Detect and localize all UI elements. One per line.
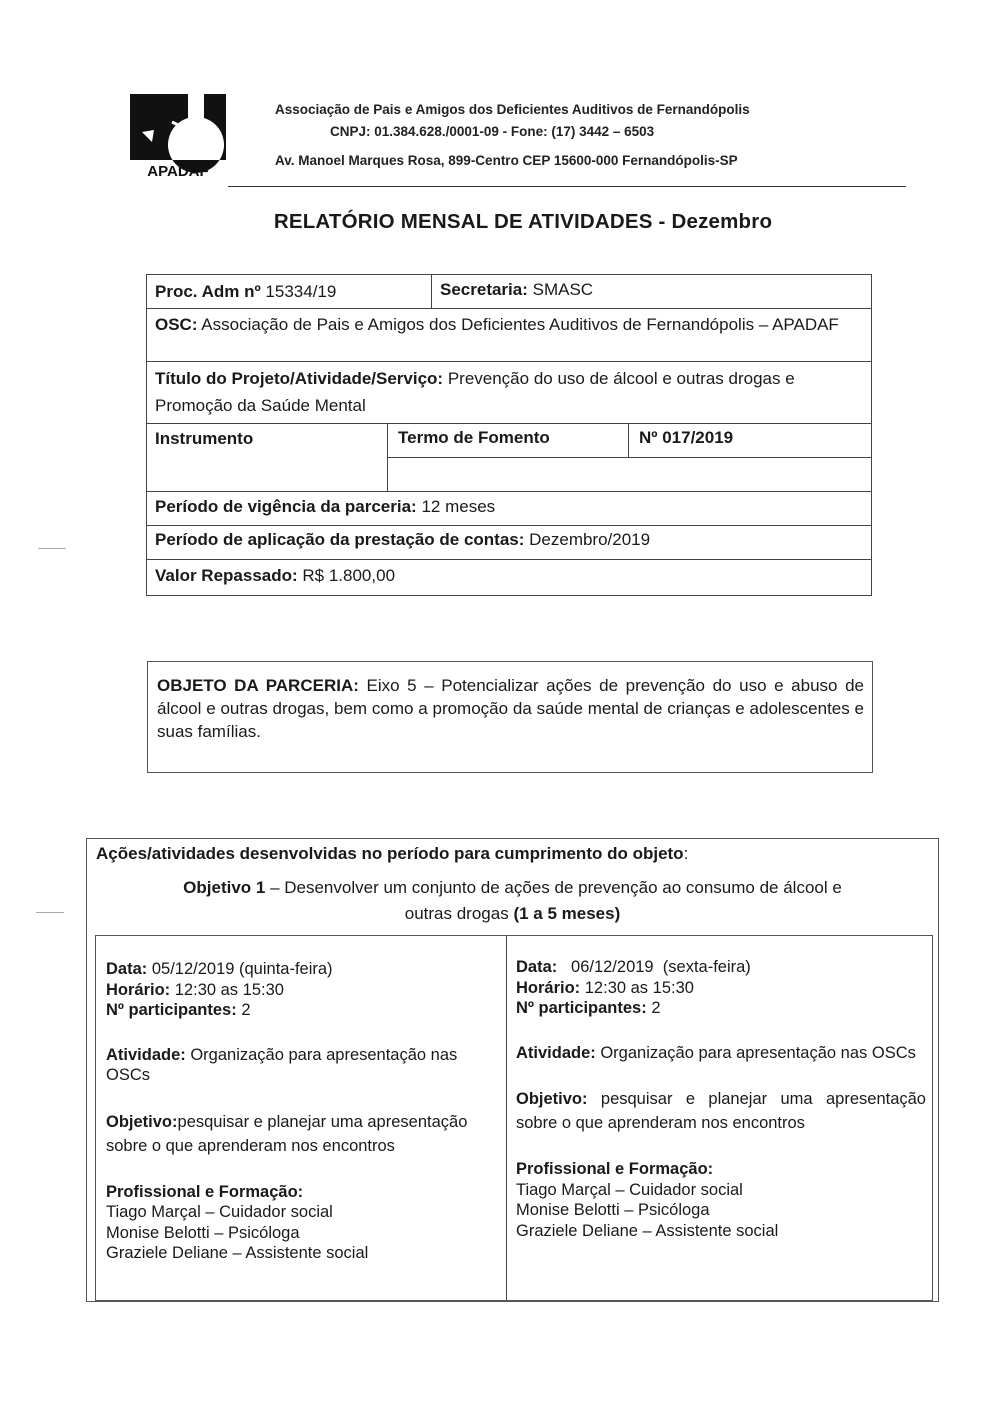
entry-date [106, 959, 501, 980]
activities-table [95, 935, 933, 1301]
logo-text: APADAF [147, 163, 209, 178]
aplicacao-value: Dezembro/2019 [524, 530, 651, 549]
professional-item: Graziele Deliane – Assistente social [106, 1244, 369, 1262]
activity-value: Organização para apresentação nas OSCs [106, 1045, 458, 1084]
date-value: 06/12/2019 (sexta-feira) [557, 958, 751, 976]
entry-activity [106, 1045, 501, 1086]
header-divider [228, 186, 906, 187]
objeto-parceria [157, 674, 864, 743]
entry-date [516, 957, 926, 978]
osc-value: Associação de Pais e Amigos dos Deficientes Auditivos de Fernandópolis – APADAF [197, 315, 839, 334]
time-label: Horário: [106, 980, 171, 999]
row-divider [147, 559, 871, 560]
proc-adm [155, 280, 336, 303]
entry-objective [516, 1087, 926, 1135]
proc-adm-label: Proc. Adm nº [155, 282, 261, 301]
vigencia-label: Período de vigência da parceria: [155, 497, 417, 516]
activity-label: Atividade: [106, 1045, 186, 1064]
date-label: Data: [516, 958, 558, 976]
entry-objective [106, 1110, 501, 1158]
secretaria-value: SMASC [527, 280, 594, 299]
activity-entry [106, 959, 501, 1288]
participants-value: 2 [236, 1001, 251, 1019]
participants-label: Nº participantes: [106, 1001, 237, 1019]
time-value: 12:30 as 15:30 [170, 980, 284, 999]
titulo-label: Título do Projeto/Atividade/Serviço: [155, 369, 444, 388]
instrumento-label: Instrumento [155, 429, 254, 448]
acoes-heading-suffix: : [683, 844, 689, 863]
row-divider [147, 491, 871, 492]
secretaria [440, 278, 593, 301]
professional-item: Graziele Deliane – Assistente social [516, 1221, 779, 1240]
entry-time [106, 980, 501, 1001]
row-divider [147, 308, 871, 309]
valor-value: R$ 1.800,00 [297, 566, 396, 585]
titulo-value: Prevenção do uso de álcool e outras drogas e Promoção da Saúde Mental [155, 369, 795, 415]
objetivo-1-line1 [87, 875, 938, 900]
acoes-heading-text: Ações/atividades desenvolvidas no período para cumprimento do objeto [96, 844, 684, 863]
osc-label: OSC: [155, 315, 198, 334]
acoes-box [86, 838, 939, 1302]
col-divider [628, 423, 629, 457]
objective-label: Objetivo: [106, 1112, 178, 1131]
objetivo-1-line2 [87, 901, 938, 926]
info-table [146, 274, 872, 596]
activity-value: Organização para apresentação nas OSCs [595, 1043, 916, 1062]
row-divider [147, 361, 871, 362]
scan-mark [36, 912, 64, 913]
col-divider [431, 275, 432, 308]
org-cnpj-phone: CNPJ: 01.384.628./0001-09 - Fone: (17) 3442 – 6503 [330, 124, 655, 139]
entry-participants [516, 998, 926, 1019]
professional-item: Monise Belotti – Psicóloga [516, 1201, 710, 1219]
titulo-projeto [155, 365, 841, 419]
objetivo-1-duration: (1 a 5 meses) [513, 904, 621, 923]
numero-termo: Nº 017/2019 [639, 428, 734, 447]
professionals-label: Profissional e Formação: [516, 1160, 714, 1178]
objeto-label: OBJETO DA PARCERIA: [157, 676, 359, 695]
secretaria-label: Secretaria: [440, 280, 528, 299]
termo-fomento-label: Termo de Fomento [398, 428, 550, 447]
objetivo-1-label: Objetivo 1 [183, 878, 266, 897]
participants-value: 2 [646, 999, 661, 1017]
time-value: 12:30 as 15:30 [580, 978, 694, 997]
row-divider [387, 457, 871, 458]
activity-label: Atividade: [516, 1043, 596, 1062]
org-address: Av. Manoel Marques Rosa, 899-Centro CEP 15600-000 Fernandópolis-SP [275, 153, 738, 168]
apadaf-logo-mark [128, 92, 228, 178]
objective-value: pesquisar e planejar uma apresentação sobre o que aprenderam nos encontros [516, 1090, 926, 1132]
aplicacao-label: Período de aplicação da prestação de contas: [155, 530, 525, 549]
professional-item: Monise Belotti – Psicóloga [106, 1223, 300, 1242]
entry-activity [516, 1043, 926, 1064]
acoes-heading [96, 844, 688, 864]
vigencia-value: 12 meses [416, 497, 496, 516]
activity-entry [516, 957, 926, 1265]
participants-label: Nº participantes: [516, 999, 647, 1017]
org-name: Associação de Pais e Amigos dos Deficientes Auditivos de Fernandópolis [275, 102, 750, 117]
scan-mark [38, 548, 66, 549]
professionals-label: Profissional e Formação: [106, 1182, 304, 1201]
aplicacao [155, 528, 650, 551]
objeto-text: Eixo 5 – Potencializar ações de prevenção do uso e abuso de álcool e outras drogas, bem como a promoção da saúde mental de crianças e adolescentes e suas famílias. [157, 676, 864, 741]
time-label: Horário: [516, 978, 581, 997]
apadaf-logo [128, 92, 228, 178]
professional-item: Tiago Marçal – Cuidador social [516, 1180, 743, 1199]
entry-time [516, 978, 926, 999]
objective-value: pesquisar e planejar uma apresentação sobre o que aprenderam nos encontros [106, 1112, 468, 1155]
date-value: 05/12/2019 (quinta-feira) [147, 960, 333, 978]
row-divider [147, 525, 871, 526]
valor-label: Valor Repassado: [155, 566, 298, 585]
osc [155, 313, 863, 336]
professional-item: Tiago Marçal – Cuidador social [106, 1203, 333, 1221]
row-divider [147, 423, 871, 424]
report-title: RELATÓRIO MENSAL DE ATIVIDADES - Dezembro [273, 210, 773, 233]
proc-adm-value: 15334/19 [260, 282, 337, 301]
valor-repassado [155, 564, 395, 587]
col-divider [506, 936, 507, 1300]
objetivo-1-text: – Desenvolver um conjunto de ações de prevenção ao consumo de álcool e [265, 878, 842, 897]
objective-label: Objetivo: [516, 1090, 588, 1108]
entry-participants [106, 1000, 501, 1021]
objetivo-1-text2: outras drogas [404, 904, 514, 923]
objeto-parceria-box [147, 661, 873, 773]
vigencia [155, 495, 495, 518]
date-label: Data: [106, 960, 148, 978]
